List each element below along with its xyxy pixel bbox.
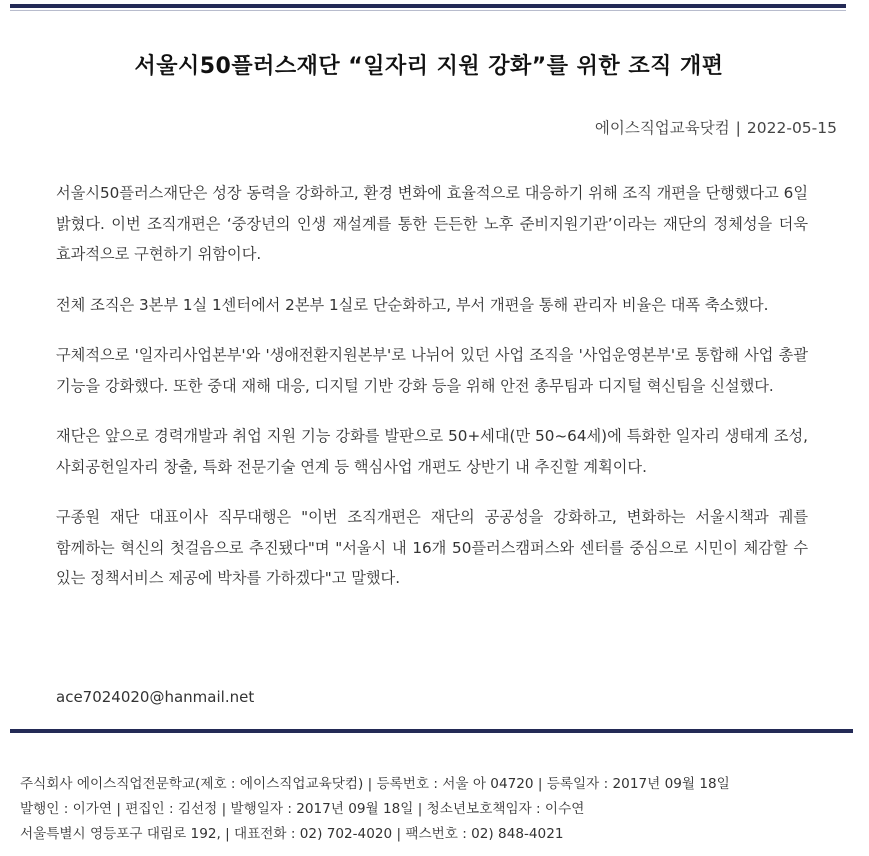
top-divider [10, 4, 846, 8]
reporter-email: ace7024020@hanmail.net [56, 688, 255, 706]
footer-address-line: 서울특별시 영등포구 대림로 192, | 대표전화 : 02) 702-4020 | 팩스번호 : 02) 848-4021 [20, 826, 564, 842]
bottom-divider [10, 729, 853, 733]
article-headline: 서울시50플러스재단 “일자리 지원 강화”를 위한 조직 개편 [134, 53, 724, 79]
article-paragraph: 구체적으로 '일자리사업본부'와 '생애전환지원본부'로 나뉘어 있던 사업 조직을 '사업운영본부'로 통합해 사업 총괄 기능을 강화했다. 또한 중대 재해 대응, 디지털 기반 강화 등을 위해 안전 총무팀과 디지털 혁신팀을 신설했다. [56, 346, 808, 395]
article-byline [595, 116, 837, 138]
site-footer [20, 772, 860, 847]
footer-company-line: 주식회사 에이스직업전문학교(제호 : 에이스직업교육닷컴) | 등록번호 : 서울 아 04720 | 등록일자 : 2017년 09월 18일 [20, 776, 730, 792]
article-paragraph: 서울시50플러스재단은 성장 동력을 강화하고, 환경 변화에 효율적으로 대응하기 위해 조직 개편을 단행했다고 6일 밝혔다. 이번 조직개편은 ‘중장년의 인생 재설계를 통한 든든한 노후 준비지원기관’이라는 재단의 정체성을 더욱 효과적으로 구현하기 위함이다. [56, 184, 808, 263]
article-paragraph: 재단은 앞으로 경력개발과 취업 지원 기능 강화를 발판으로 50+세대(만 50~64세)에 특화한 일자리 생태계 조성, 사회공헌일자리 창출, 특화 전문기술 연계 등 핵심사업 개편도 상반기 내 추진할 계획이다. [56, 427, 808, 476]
article-date: 2022-05-15 [746, 119, 837, 137]
article-paragraph: 전체 조직은 3본부 1실 1센터에서 2본부 1실로 단순화하고, 부서 개편을 통해 관리자 비율은 대폭 축소했다. [56, 295, 769, 314]
article-paragraph: 구종원 재단 대표이사 직무대행은 "이번 조직개편은 재단의 공공성을 강화하고, 변화하는 서울시책과 궤를 함께하는 혁신의 첫걸음으로 추진됐다"며 "서울시 내 16개 50플러스캠퍼스와 센터를 중심으로 시민이 체감할 수 있는 정책서비스 제공에 박차를 가하겠다"고 말했다. [56, 508, 808, 587]
article-body [56, 178, 808, 614]
article-source: 에이스직업교육닷컴 [594, 119, 730, 137]
byline-separator: | [735, 119, 741, 137]
top-divider-thin [10, 10, 846, 11]
footer-publisher-line: 발행인 : 이가연 | 편집인 : 김선정 | 발행일자 : 2017년 09월 18일 | 청소년보호책임자 : 이수연 [20, 801, 585, 817]
